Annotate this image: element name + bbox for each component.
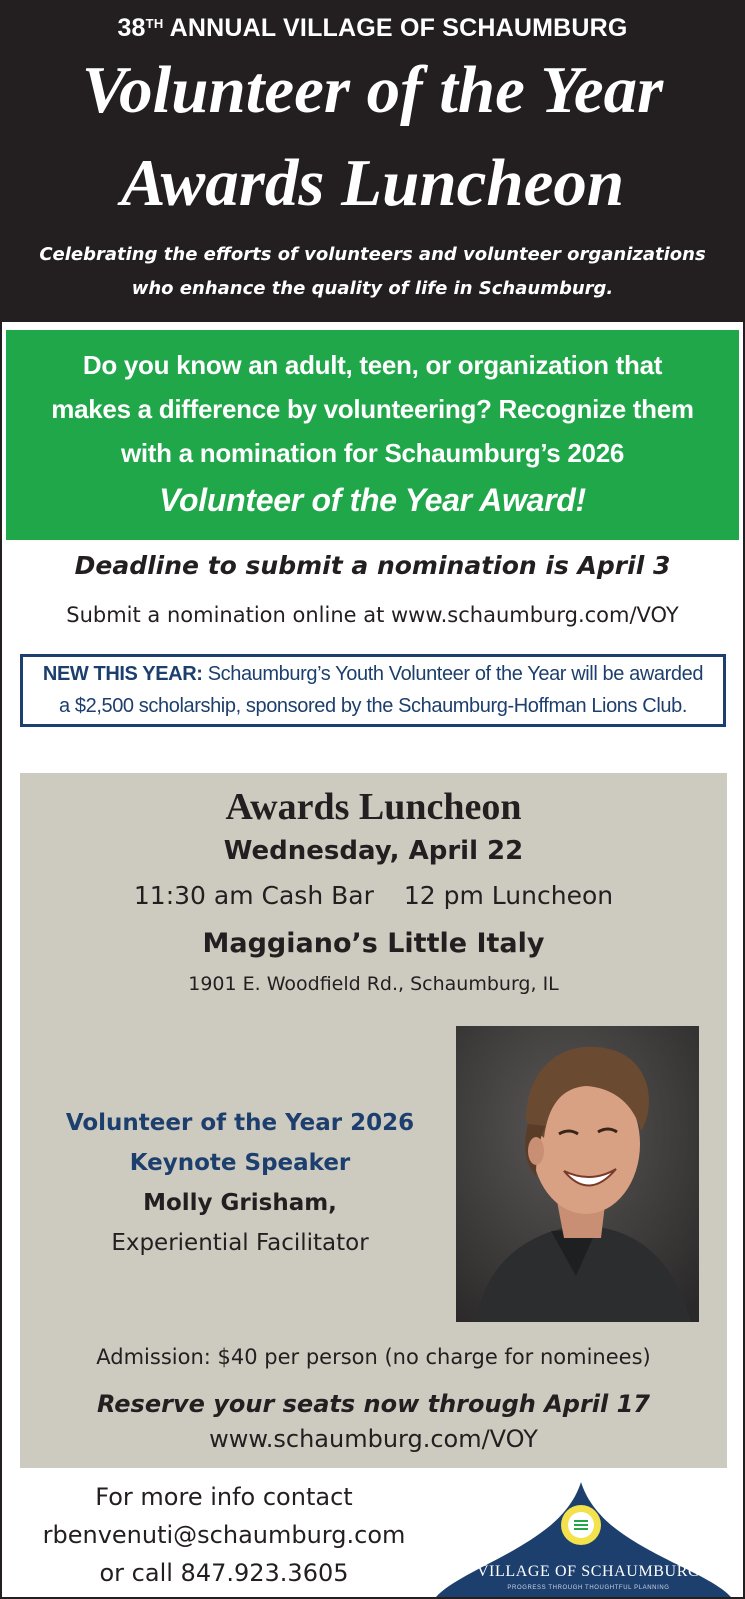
nomination-line-3: with a nomination for Schaumburg’s 2026 [120,438,625,468]
luncheon-times [20,881,727,910]
venue-name: Maggiano’s Little Italy [202,928,545,959]
speaker-portrait-image [456,1026,699,1322]
speaker-photo [456,1026,699,1322]
nomination-line-2: makes a difference by volunteering? Recognize them [51,394,694,424]
nomination-banner [6,330,739,540]
luncheon-panel [20,773,727,1468]
reserve-url[interactable]: www.schaumburg.com/VOY [209,1425,538,1453]
speaker-heading-2: Keynote Speaker [129,1150,351,1176]
nomination-line-1: Do you know an adult, teen, or organization that [82,350,663,380]
new-this-year-text-2: a $2,500 scholarship, sponsored by the Schaumburg-Hoffman Lions Club. [59,695,687,717]
title-line-2: Awards Luncheon [120,146,625,220]
reserve-deadline: Reserve your seats now through April 17 [96,1390,650,1418]
luncheon-date: Wednesday, April 22 [223,836,524,866]
contact-email[interactable]: rbenvenuti@schaumburg.com [42,1521,406,1549]
village-slogan: PROGRESS THROUGH THOUGHTFUL PLANNING [507,1585,670,1591]
contact-info [24,1478,424,1592]
admission-price: Admission: $40 per person (no charge for nominees) [96,1345,651,1369]
village-logo [436,1480,741,1597]
luncheon-time: 12 pm Luncheon [403,881,614,910]
new-this-year-line-1 [23,658,723,690]
new-this-year-box [20,654,726,727]
venue-address: 1901 E. Woodfield Rd., Schaumburg, IL [188,973,559,995]
kicker-suffix: TH [145,16,164,31]
tagline-line-1: Celebrating the efforts of volunteers and volunteer organizations [39,244,706,265]
event-kicker [2,14,743,43]
keynote-speaker [20,1103,460,1263]
speaker-heading-1: Volunteer of the Year 2026 [65,1110,415,1136]
contact-label: For more info contact [95,1483,353,1511]
tagline [2,238,743,306]
luncheon-title: Awards Luncheon [225,786,522,828]
cash-bar-time: 11:30 am Cash Bar [133,881,374,910]
tagline-line-2: who enhance the quality of life in Schaumburg. [131,278,614,299]
new-this-year-label: NEW THIS YEAR: [42,663,203,685]
nomination-deadline: Deadline to submit a nomination is April 3 [74,551,671,580]
award-name: Volunteer of the Year Award! [159,482,586,518]
kicker-number: 38 [117,14,146,42]
contact-phone: or call 847.923.3605 [99,1559,349,1587]
village-name: VILLAGE OF SCHAUMBURG [476,1563,701,1580]
title-line-1: Volunteer of the Year [81,53,664,127]
speaker-name: Molly Grisham, [143,1190,337,1216]
new-this-year-text-1: Schaumburg’s Youth Volunteer of the Year will be awarded [207,663,704,685]
speaker-title: Experiential Facilitator [111,1230,369,1256]
kicker-text: ANNUAL VILLAGE OF SCHAUMBURG [169,14,628,42]
header-banner [2,2,743,322]
submit-online-text: Submit a nomination online at www.schaumburg.com/VOY [66,603,679,627]
